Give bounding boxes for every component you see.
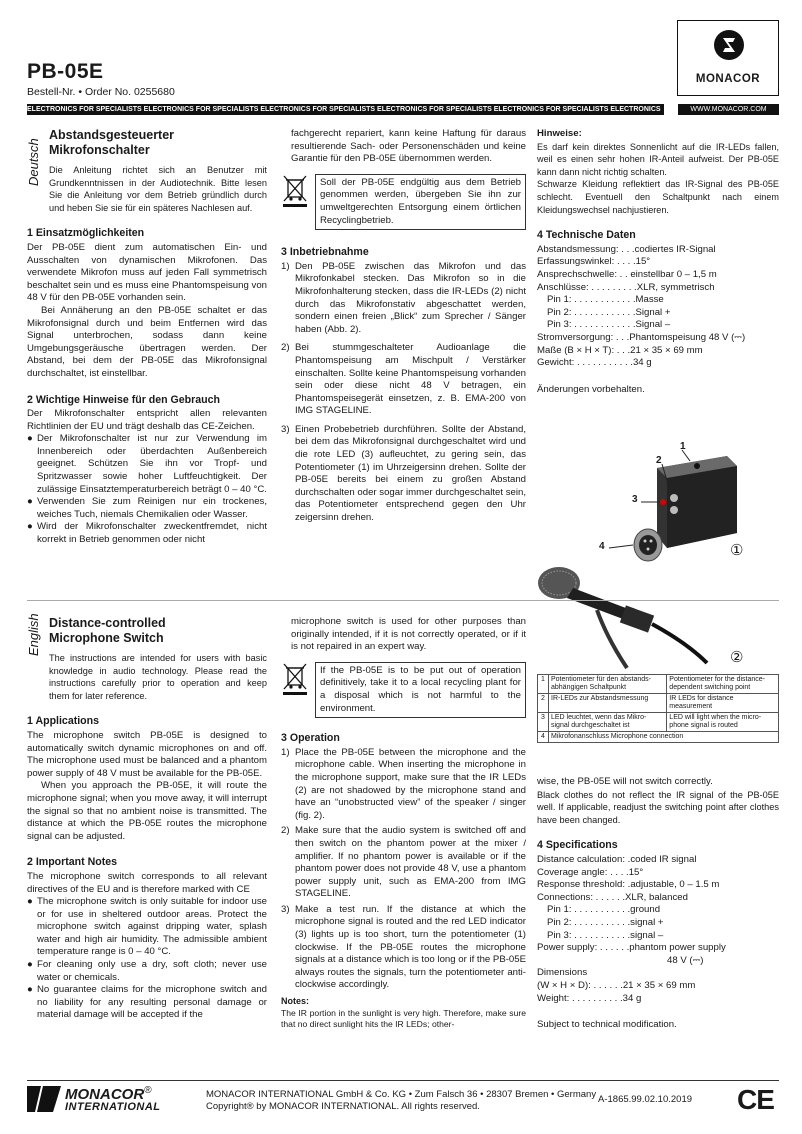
wheelie-bin-crossed-icon: [281, 174, 309, 208]
de-recycling-notice: Soll der PB-05E endgültig aus dem Betrieb genommen werden, übergeben Sie ihn zur umweltgerechten Entsorgung einem örtlichen Recyclingbetrieb.: [281, 174, 526, 230]
de-spec-line: Stromversorgung: . . .Phantomspeisung 48 V (⎓): [537, 331, 746, 343]
de-heading-2: 2 Wichtige Hinweise für den Gebrauch: [27, 393, 220, 406]
de-notes-heading: Hinweise:: [537, 128, 582, 139]
en-spec-line: Power supply: . . . . . .phantom power supply: [537, 942, 726, 954]
en-spec-line: Pin 3: . . . . . . . . . . .signal –: [547, 929, 664, 941]
en-paragraph: microphone switch is used for other purposes than originally intended, if it is not correctly operated, or if it is not repaired in an expert way.: [291, 616, 526, 653]
de-spec-line: Pin 1: . . . . . . . . . . . .Masse: [547, 294, 664, 306]
figure-callout-1: 1: [680, 441, 686, 452]
de-paragraph: Der Mikrofonschalter entspricht allen relevanten Richtlinien der EU und trägt deshalb das CE-Zeichen.: [27, 408, 267, 432]
en-notes: The IR portion in the sunlight is very high. Therefore, make sure that no direct sunlight hits the IR LEDs; other-: [281, 1007, 526, 1029]
de-title-line1: Abstandsgesteuerter: [49, 128, 175, 142]
table-row: 2 IR-LEDs zur Abstandsmessung IR LEDs for distance measurement: [538, 694, 779, 713]
de-bullet: ● Wird der Mikrofonschalter zweckentfremdet, nicht korrekt in Betrieb genommen oder nicht: [27, 521, 267, 546]
de-heading-4: 4 Technische Daten: [537, 229, 636, 242]
en-step: 1) Place the PB-05E between the microphone and the microphone cable. When inserting the microphone in the microphone support, make sure that the IR LEDs (2) are not shadowed by the microphone stand and have an “unobstructed view” of the speaker / singer (fig. 2).: [281, 746, 526, 821]
en-bullet: ● No guarantee claims for the microphone switch and no liability for any resulting personal damage or material damage will be accepted if the: [27, 984, 267, 1021]
de-spec-line: Pin 3: . . . . . . . . . . . .Signal –: [547, 319, 671, 331]
monacor-logo: [677, 20, 779, 96]
de-spec-line: Ansprechschwelle: . . einstellbar 0 – 1,5 m: [537, 268, 717, 280]
de-step: 2) Bei stummgeschalteter Audioanlage die Phantomspeisung am Mischpult / Verstärker einschalten. Sollte keine Phantomspeisung vorhanden sein oder diese nicht 48 V betragen, ein Phantomspeisegerät einsetzen, z. B. EMA-200 von IMG STAGELINE.: [281, 342, 526, 417]
de-spec-line: Maße (B × H × T): . . .21 × 35 × 69 mm: [537, 344, 703, 356]
table-row: 4 Mikrofonanschluss Microphone connection: [538, 732, 779, 743]
language-label-english: English: [26, 613, 41, 656]
en-paragraph: Black clothes do not reflect the IR signal of the PB-05E well. If applicable, readjust the switching point after clothes have been changed.: [537, 789, 779, 825]
en-notes-heading: Notes:: [281, 996, 310, 1007]
de-heading-1: 1 Einsatzmöglichkeiten: [27, 227, 145, 240]
website-url: WWW.MONACOR.COM: [678, 104, 779, 115]
en-recycling-notice: If the PB-05E is to be put out of operation definitively, take it to a local recycling plant for a disposal which is not harmful to the environment.: [281, 662, 526, 718]
table-row: 1 Potentiometer für den abstands-abhängigen Schaltpunkt Potentiometer for the distance-dependent switching point: [538, 675, 779, 694]
de-spec-line: Gewicht: . . . . . . . . . . .34 g: [537, 357, 652, 369]
de-paragraph: Der PB-05E dient zum automatischen Ein- und Ausschalten von dynamischen Mikrofonen. Das verwendete Mikrofon muss auf jeden Fall symmetrisch beschaltet sein und es muss eine Phantomspeisung von 48 V für den PB-05E vorhanden sein.: [27, 241, 267, 304]
en-spec-line: Connections: . . . . . .XLR, balanced: [537, 891, 688, 903]
page-title: PB-05E: [27, 60, 104, 83]
en-column-2: [281, 616, 526, 1030]
monacor-emblem-icon: [27, 1086, 61, 1112]
legend-table: [537, 674, 779, 743]
figure-callout-4: 4: [599, 541, 605, 552]
de-spec-line: Erfassungswinkel: . . . .15°: [537, 256, 651, 268]
en-step: 2) Make sure that the audio system is switched off and then switch on the phantom power at the mixer / amplifier. If no phantom power is available or if the phantom power does not provide 48 V, use a phantom power supply unit, such as EMA-200 from IMG STAGELINE.: [281, 825, 526, 900]
de-bullet: ● Der Mikrofonschalter ist nur zur Verwendung im Innenbereich oder überdachten Außenbereich geeignet. Schützen Sie ihn vor Tropf- und Spritzwasser sowie hoher Luftfeuchtigkeit. Der zulässige Einsatztemperaturbereich beträgt 0 – 40 °C.: [27, 433, 267, 495]
ce-mark: CE: [737, 1084, 774, 1115]
figure-number-1: ①: [730, 542, 744, 559]
de-column-1: [27, 128, 267, 547]
en-heading-3: 3 Operation: [281, 732, 340, 745]
footer-divider: [27, 1080, 779, 1081]
en-bullet: ● For cleaning only use a dry, soft cloth; never use water or chemicals.: [27, 959, 267, 983]
de-column-2: [281, 128, 526, 531]
en-paragraph: When you approach the PB-05E, it will route the microphone signal; when you move away, it will interrupt the signal so that no ambient noise is transmitted. The distance at which the PB-05E routes the microphone signal can be adjusted.: [27, 780, 267, 842]
de-changes: Änderungen vorbehalten.: [537, 383, 645, 395]
de-paragraph: fachgerecht repariert, kann keine Haftung für daraus resultierende Sach- oder Personenschäden und keine Garantie für den PB-05E übernommen werden.: [291, 128, 526, 165]
figure-callout-2: 2: [656, 455, 662, 466]
de-step: 1) Den PB-05E zwischen das Mikrofon und das Mikrofonkabel stecken. Das Mikrofon so in die Mikrofonhalterung stecken, dass die IR-LEDs (2) nicht durch das Mikrofonstativ abgeschattet werden, sondern einen freien „Blick“ zum Sprecher / Sänger haben (Abb. 2).: [281, 260, 526, 335]
en-title-line1: Distance-controlled: [49, 616, 166, 630]
wheelie-bin-crossed-icon: [281, 662, 309, 696]
language-label-deutsch: Deutsch: [26, 138, 41, 186]
en-column-3: [537, 776, 779, 1032]
en-spec-line: Pin 2: . . . . . . . . . . .signal +: [547, 916, 664, 928]
en-paragraph: The microphone switch PB-05E is designed to automatically switch dynamic microphones on and off. The microphone used must be balanced and a phantom power supply of 48 V must be available for the PB-05E.: [27, 729, 267, 779]
figure-number-2: ②: [730, 649, 744, 666]
en-changes: Subject to technical modification.: [537, 1019, 677, 1031]
en-intro: The instructions are intended for users with basic knowledge in audio technology. Please read the instructions carefully prior to operation and keep them for later reference.: [49, 653, 267, 701]
de-heading-3: 3 Inbetriebnahme: [281, 246, 369, 259]
footer-logo: [27, 1085, 161, 1113]
figure-callout-3: 3: [632, 494, 638, 505]
en-spec-line: (W × H × D): . . . . . .21 × 35 × 69 mm: [537, 979, 696, 991]
de-intro: Die Anleitung richtet sich an Benutzer mit Grundkenntnissen in der Audiotechnik. Bitte lesen Sie die Anleitung vor dem Betrieb gründlich durch und heben Sie sie für ein späteres Nachlesen auf.: [49, 165, 267, 213]
de-step: 3) Einen Probebetrieb durchführen. Sollte der Abstand, bei dem das Mikrofonsignal durchgeschaltet wird und die rote LED (3) aufleuchtet, zu gering sein, das Potentiometer (1) im Uhrzeigersinn drehen. Sollte der PB-05E bereits bei einem zu großen Abstand durchschalten oder sogar immer durchgeschaltet sein, das Potentiometer entsprechend gegen den Uhr zeigersinn drehen.: [281, 423, 526, 524]
footer-address: MONACOR INTERNATIONAL GmbH & Co. KG • Zum Falsch 36 • 28307 Bremen • Germany Copyright® by MONACOR INTERNATIONAL. All rights reserved.: [206, 1089, 597, 1112]
specialists-stripe: ELECTRONICS FOR SPECIALISTS ELECTRONICS FOR SPECIALISTS ELECTRONICS FOR SPECIALISTS ELECTRONICS FOR SPECIALISTS ELECTRONICS FOR SPECIALISTS ELECTRONICS: [27, 104, 664, 115]
footer-brand: MONACOR®: [65, 1085, 152, 1103]
de-spec-line: Anschlüsse: . . . . . . . . .XLR, symmetrisch: [537, 281, 715, 293]
de-paragraph: Bei Annäherung an den PB-05E schaltet er das Mikrofonsignal durch und beim Entfernen wird das Signal unterbrochen, sodass dann keine Umgebungsgeräusche übertragen werden. Der Abstand, bei dem der PB-05E das Mikrofonsignal durchschaltet, ist einstellbar.: [27, 304, 267, 379]
en-step: 3) Make a test run. If the distance at which the microphone signal is routed and the red LED indicator (3) lights up is too short, turn the potentiometer (1) clockwise. If the PB-05E routes the microphone signals at a distance which is too long or if the PB-05E always routes the signals, turn the potentiometer anti-clockwise accordingly.: [281, 903, 526, 991]
monacor-logo-text: MONACOR: [695, 73, 761, 85]
en-spec-line: Response threshold: .adjustable, 0 – 1.5 m: [537, 879, 720, 891]
en-bullet: ● The microphone switch is only suitable for indoor use or for use in sheltered outdoor areas. Protect the microphone switch against dripping water, splash water and high air humidity. The admissible ambient temperature range is 0 – 40 °C.: [27, 896, 267, 958]
en-heading-1: 1 Applications: [27, 715, 100, 728]
de-column-3: [537, 128, 779, 396]
en-paragraph: wise, the PB-05E will not switch correctly.: [537, 776, 713, 787]
de-bullet: ● Verwenden Sie zum Reinigen nur ein trockenes, weiches Tuch, niemals Chemikalien oder Wasser.: [27, 496, 267, 520]
en-title-line2: Microphone Switch: [49, 631, 164, 645]
en-column-1: [27, 616, 267, 1022]
section-divider: [27, 600, 779, 601]
en-spec-line: Distance calculation: .coded IR signal: [537, 853, 697, 865]
en-paragraph: The microphone switch corresponds to all relevant directives of the EU and is therefore marked with CE: [27, 870, 267, 895]
order-number: Bestell-Nr. • Order No. 0255680: [27, 86, 175, 98]
en-heading-4: 4 Specifications: [537, 839, 618, 852]
de-notes: Schwarze Kleidung reflektiert das IR-Signal des PB-05E schlecht. Eventuell den Schaltpunkt nach einem Kleidungswechsel nachjustieren.: [537, 179, 779, 215]
document-code: A-1865.99.02.10.2019: [598, 1094, 693, 1105]
en-heading-2: 2 Important Notes: [27, 856, 118, 869]
de-spec-line: Abstandsmessung: . . .codiertes IR-Signal: [537, 243, 716, 255]
de-spec-line: Pin 2: . . . . . . . . . . . .Signal +: [547, 306, 671, 318]
en-spec-line: Coverage angle: . . . .15°: [537, 866, 644, 878]
footer-brand-sub: INTERNATIONAL: [65, 1101, 161, 1113]
en-spec-line: Dimensions: [537, 967, 588, 979]
en-spec-line: 48 V (⎓): [667, 954, 704, 966]
de-notes: Es darf kein direktes Sonnenlicht auf die IR-LEDs fallen, weil es einen sehr hohen IR-Anteil aufweist. Der PB-05E kann dann nicht richtig schalten.: [537, 141, 779, 177]
de-title-line2: Mikrofonschalter: [49, 143, 150, 157]
en-spec-line: Weight: . . . . . . . . . .34 g: [537, 992, 642, 1004]
en-spec-line: Pin 1: . . . . . . . . . . .ground: [547, 904, 661, 916]
monacor-emblem-icon: [714, 30, 744, 60]
table-row: 3 LED leuchtet, wenn das Mikro-signal durchgeschaltet ist LED will light when the micro-phone signal is routed: [538, 713, 779, 732]
